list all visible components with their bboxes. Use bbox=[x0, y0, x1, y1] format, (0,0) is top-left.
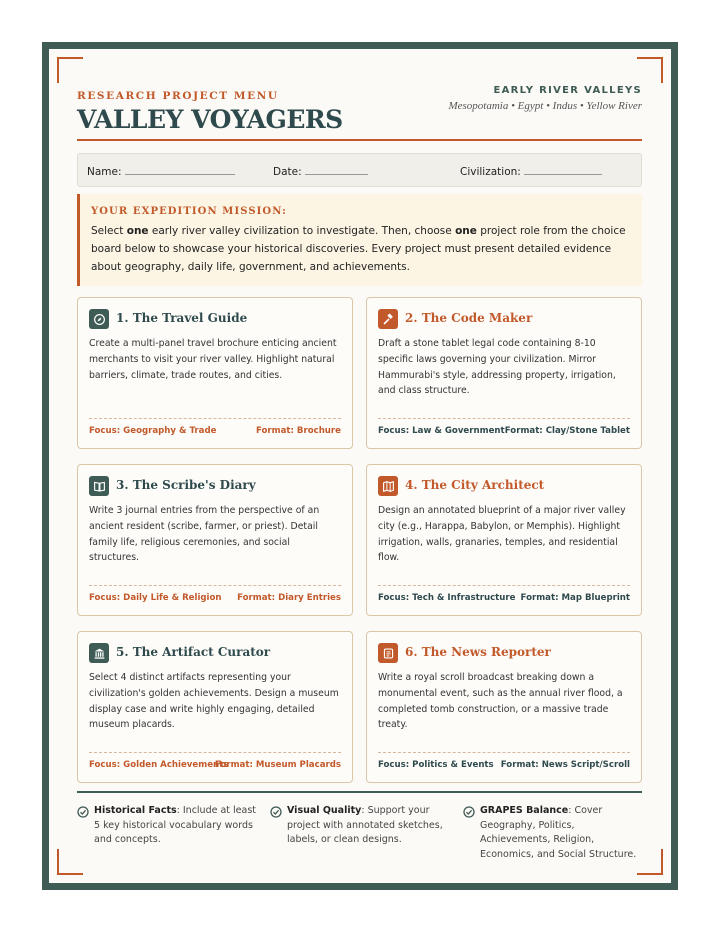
card-city-architect[interactable] bbox=[366, 464, 642, 616]
card-code-maker[interactable] bbox=[366, 297, 642, 449]
card-travel-guide[interactable] bbox=[77, 297, 353, 449]
card-title: 4. The City Architect bbox=[405, 478, 545, 492]
card-focus: Focus: Daily Life & Religion bbox=[89, 593, 222, 603]
student-info-bar bbox=[77, 153, 642, 187]
mission-emphasis: one bbox=[455, 225, 477, 237]
card-description: Write a royal scroll broadcast breaking down a monumental event, such as the annual river flood, a completed tomb construction, or a massive trade treaty. bbox=[378, 672, 623, 731]
criterion-text: : Cover Geography, Politics, Achievements, Religion, Economics, and Social Structure. bbox=[480, 805, 637, 860]
card-title: 3. The Scribe's Diary bbox=[116, 478, 256, 492]
mission-box bbox=[77, 194, 642, 286]
mission-text bbox=[91, 222, 628, 276]
card-footer bbox=[89, 418, 341, 448]
header-kicker: RESEARCH PROJECT MENU bbox=[77, 90, 279, 102]
mission-text-part: early river valley civilization to investigate. Then, choose bbox=[148, 225, 456, 237]
criterion-label: Visual Quality bbox=[287, 805, 362, 816]
date-line[interactable] bbox=[305, 164, 368, 175]
civilization-field[interactable] bbox=[460, 164, 602, 178]
card-format: Format: Brochure bbox=[255, 426, 341, 436]
card-footer bbox=[378, 752, 630, 782]
card-format: Format: Diary Entries bbox=[237, 593, 341, 603]
name-line[interactable] bbox=[125, 164, 235, 175]
card-scribes-diary[interactable] bbox=[77, 464, 353, 616]
check-circle-icon bbox=[77, 806, 89, 818]
card-focus: Focus: Golden Achievements bbox=[89, 760, 229, 770]
card-description: Create a multi-panel travel brochure enticing ancient merchants to visit your river valley. Highlight natural barriers, climate, trade routes, and cities. bbox=[89, 338, 337, 381]
card-footer bbox=[378, 418, 630, 448]
card-description: Write 3 journal entries from the perspective of an ancient resident (scribe, farmer, or priest). Detail family life, religious ceremonies, and social structures. bbox=[89, 505, 320, 564]
name-label: Name: bbox=[87, 166, 122, 178]
card-format: Format: Museum Placards bbox=[214, 760, 341, 770]
card-artifact-curator[interactable] bbox=[77, 631, 353, 783]
criterion-label: Historical Facts bbox=[94, 805, 177, 816]
criterion-label: GRAPES Balance bbox=[480, 805, 569, 816]
header bbox=[77, 77, 642, 141]
card-footer bbox=[89, 752, 341, 782]
success-criteria bbox=[77, 804, 642, 874]
mission-text-part: project role from the choice board below to showcase your historical discoveries. Every project must present detailed evidence about geography, daily life, government, and achievements. bbox=[91, 225, 626, 273]
card-format: Format: Map Blueprint bbox=[520, 593, 630, 603]
card-description: Design an annotated blueprint of a major river valley city (e.g., Harappa, Babylon, or Memphis). Highlight irrigation, walls, granaries, temples, and residential flow. bbox=[378, 505, 626, 564]
footer-divider bbox=[77, 791, 642, 793]
gavel-icon bbox=[378, 309, 398, 329]
card-focus: Focus: Law & Government bbox=[378, 426, 505, 436]
card-focus: Focus: Politics & Events bbox=[378, 760, 494, 770]
name-field[interactable] bbox=[87, 164, 235, 178]
page-frame bbox=[42, 42, 678, 890]
mission-emphasis: one bbox=[126, 225, 149, 237]
civilization-label: Civilization: bbox=[460, 166, 521, 178]
criterion-text: : Include at least 5 key historical vocabulary words and concepts. bbox=[94, 805, 257, 845]
map-icon bbox=[378, 476, 398, 496]
card-focus: Focus: Tech & Infrastructure bbox=[378, 593, 516, 603]
mission-text-part: Select bbox=[91, 225, 127, 237]
card-description: Draft a stone tablet legal code containing 8-10 specific laws governing your civilization. Mirror Hammurabi's style, addressing property, irrigation, and class structure. bbox=[378, 338, 616, 397]
card-title: 1. The Travel Guide bbox=[116, 311, 248, 325]
card-footer bbox=[378, 585, 630, 615]
card-description: Select 4 distinct artifacts representing your civilization's golden achievements. Design a museum display case and write highly engaging, detailed museum placards. bbox=[89, 672, 339, 731]
choice-board bbox=[77, 297, 642, 783]
card-format: Format: Clay/Stone Tablet bbox=[504, 426, 630, 436]
book-icon bbox=[89, 476, 109, 496]
museum-icon bbox=[89, 643, 109, 663]
card-title: 2. The Code Maker bbox=[405, 311, 533, 325]
check-circle-icon bbox=[270, 806, 282, 818]
paper bbox=[49, 49, 671, 883]
page-title: VALLEY VOYAGERS bbox=[77, 105, 343, 134]
region-label: EARLY RIVER VALLEYS bbox=[493, 85, 642, 96]
scroll-icon bbox=[378, 643, 398, 663]
mission-title: YOUR EXPEDITION MISSION: bbox=[91, 206, 287, 217]
card-title: 5. The Artifact Curator bbox=[116, 645, 271, 659]
compass-icon bbox=[89, 309, 109, 329]
civilization-line[interactable] bbox=[524, 164, 602, 175]
card-format: Format: News Script/Scroll bbox=[500, 760, 630, 770]
card-footer bbox=[89, 585, 341, 615]
region-subtitle: Mesopotamia • Egypt • Indus • Yellow River bbox=[448, 100, 642, 112]
card-title: 6. The News Reporter bbox=[405, 645, 551, 659]
date-label: Date: bbox=[273, 166, 302, 178]
card-focus: Focus: Geography & Trade bbox=[89, 426, 217, 436]
date-field[interactable] bbox=[273, 164, 368, 178]
card-news-reporter[interactable] bbox=[366, 631, 642, 783]
criterion-text: : Support your project with annotated sketches, labels, or clean designs. bbox=[287, 805, 443, 845]
check-circle-icon bbox=[463, 806, 475, 818]
